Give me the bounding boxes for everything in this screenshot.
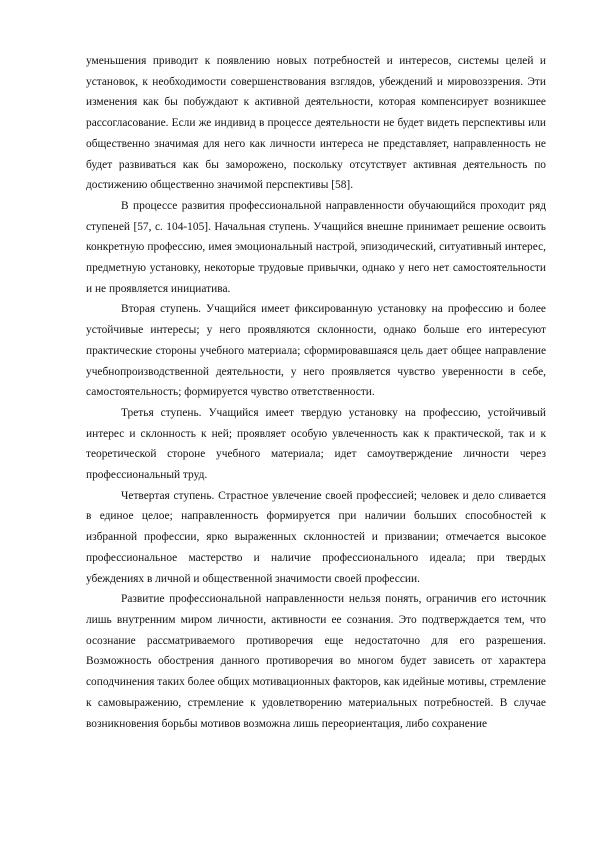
paragraph-development: Развитие профессиональной направленности нельзя понять, ограничив его источник лишь внутренним миром личности, активности ее сознания. Это подтверждается тем, что осознание рассматриваемого противоречия еще недостаточно для его разрешения. Возможность обострения данного противоречия во многом будет зависеть от характера соподчинения таких более общих мотивационных факторов, как идейные мотивы, стремление к самовыражению, стремление к удовлетворению материальных потребностей. В случае возникновения борьбы мотивов возможна лишь переориентация, либо сохранение [86, 593, 546, 730]
paragraph-stages-intro: В процессе развития профессиональной направленности обучающийся проходит ряд ступеней [57, с. 104-105]. Начальная ступень. Учащийся внешне принимает решение освоить конкретную профессию, имея эмоциональный настрой, эпизодический, ситуативный интерес, предметную установку, некоторые трудовые привычки, однако у него нет самостоятельности и не проявляется инициатива. [86, 199, 546, 295]
paragraph-second-stage: Вторая ступень. Учащийся имеет фиксированную установку на профессию и более устойчивые интересы; у него проявляются склонности, однако больше его интересуют практические стороны учебного материала; сформировавшаяся цель дает общее направление учебнопроизводственной деятельности, у него проявляется чувство уверенности в себе, самостоятельность; формируется чувство ответственности. [86, 303, 546, 399]
paragraph-third-stage: Третья ступень. Учащийся имеет твердую установку на профессию, устойчивый интерес и склонность к ней; проявляет особую увлеченность как к практической, так и к теоретической стороне учебного материала; идет самоутверждение личности через профессиональный труд. [86, 406, 546, 482]
paragraph-continuation: уменьшения приводит к появлению новых потребностей и интересов, системы целей и установок, к необходимости совершенствования взглядов, убеждений и мировоззрения. Эти изменения как бы побуждают к активной деятельности, которая компенсирует возникшее рассогласование. Если же индивид в процессе деятельности не будет видеть перспективы или общественно значимая для него как личности интереса не представляет, направленность не будет развиваться как бы заморожено, поскольку отсутствует активная деятельность по достижению общественно значимой перспективы [58]. [86, 55, 546, 192]
paragraph-fourth-stage: Четвертая ступень. Страстное увлечение своей профессией; человек и дело сливается в единое целое; направленность формируется при наличии больших способностей к избранной профессии, ярко выраженных склонностей и призвании; отмечается высокое профессиональное мастерство и наличие профессионального идеала; при твердых убеждениях в личной и общественной значимости своей профессии. [86, 489, 546, 585]
document-page [86, 51, 546, 734]
